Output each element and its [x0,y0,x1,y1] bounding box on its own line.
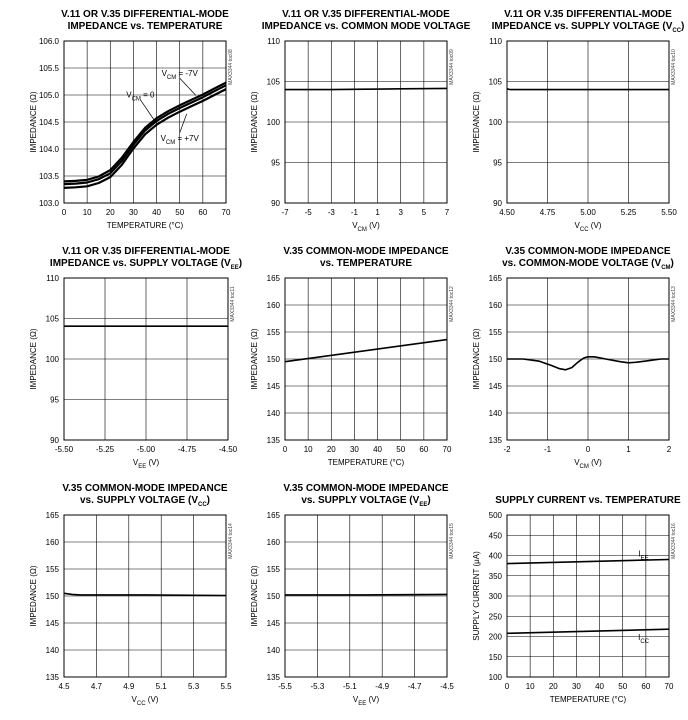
x-axis-label: $V_{EE}$ (V) [132,458,160,470]
y-tick-label: 250 [488,612,502,622]
x-tick-label: -4.75 [177,445,197,454]
y-tick-label: 106.0 [38,37,59,46]
chart-title-line: IMPEDANCE vs. SUPPLY VOLTAGE $(V_{CC})$ [491,21,685,34]
x-tick-label: 40 [373,445,383,454]
x-tick-label: -3 [327,208,335,217]
annotation-leader [180,78,196,95]
x-tick-label: 10 [303,445,313,454]
x-tick-label: 10 [525,682,535,691]
x-tick-label: 5.25 [620,208,637,217]
y-tick-label: 110 [267,37,280,46]
x-tick-label: -4.5 [440,682,454,691]
y-tick-label: 155 [45,565,59,574]
x-axis-label: TEMPERATURE (°C) [106,221,184,230]
x-tick-label: -1 [543,445,552,454]
y-tick-label: 105 [45,314,59,324]
y-tick-label: 165 [266,511,280,520]
x-tick-label: -5.1 [342,682,357,691]
x-tick-label: 5 [421,208,427,217]
y-axis-label: IMPEDANCE (Ω) [472,91,481,153]
x-tick-label: -5 [304,208,312,217]
x-tick-label: -5.25 [95,445,115,454]
y-tick-label: 400 [488,551,502,561]
x-tick-label: 60 [641,682,651,691]
chart-id-label: MAX3344 toc13 [671,286,677,322]
x-axis-label: $V_{CM}$ (V) [352,221,380,233]
x-tick-label: 70 [221,208,231,217]
y-tick-label: 135 [266,436,280,445]
x-tick-label: -2 [503,445,511,454]
y-tick-label: 150 [488,652,502,662]
y-tick-label: 95 [493,158,502,168]
chart-id-label: MAX3344 toc09 [449,49,455,85]
annotation-leader [180,114,187,133]
x-tick-label: 2 [666,445,672,454]
y-tick-label: 104.5 [38,118,59,127]
y-tick-label: 150 [45,592,59,601]
x-tick-label: 5.3 [188,682,200,691]
chart-title-line: V.35 COMMON-MODE IMPEDANCE [283,483,449,494]
x-tick-label: 4.75 [539,208,556,217]
series-annotation: $I_{EE}$ [638,549,649,562]
series-line [285,594,447,595]
y-axis-label: IMPEDANCE (Ω) [29,565,38,627]
y-tick-label: 103.5 [38,172,59,181]
chart-title-line: V.35 COMMON-MODE IMPEDANCE [283,246,449,257]
y-tick-label: 155 [266,565,280,574]
y-tick-label: 165 [488,274,502,283]
x-tick-label: 7 [444,208,450,217]
y-tick-label: 90 [271,199,280,208]
chart-title-line: V.11 OR V.35 DIFFERENTIAL-MODE [504,9,672,20]
y-tick-label: 160 [488,301,502,310]
x-axis-label: $V_{CC}$ (V) [574,221,602,233]
x-tick-label: -4.50 [218,445,238,454]
series-line [64,593,226,595]
y-tick-label: 150 [266,355,280,364]
y-tick-label: 105 [488,77,502,87]
y-tick-label: 140 [266,409,280,418]
x-tick-label: -4.7 [407,682,422,691]
chart-title-line: V.11 OR V.35 DIFFERENTIAL-MODE [62,246,230,257]
x-tick-label: 4.7 [90,682,102,691]
x-tick-label: 30 [571,682,581,691]
y-tick-label: 140 [45,646,59,655]
x-tick-label: 5.00 [580,208,596,217]
chart-title-line: V.11 OR V.35 DIFFERENTIAL-MODE [282,9,450,20]
series-line [285,340,447,362]
chart-title-line: SUPPLY CURRENT vs. TEMPERATURE [495,495,681,506]
x-tick-label: -5.50 [54,445,74,454]
y-tick-label: 155 [266,328,280,337]
x-tick-label: 50 [396,445,406,454]
y-tick-label: 160 [45,538,59,547]
chart-1 [29,9,234,230]
chart-title-line: vs. SUPPLY VOLTAGE $(V_{EE})$ [301,495,431,508]
x-tick-label: 50 [175,208,185,217]
y-tick-label: 165 [45,511,59,520]
chart-id-label: MAX3344 toc14 [228,523,234,559]
y-tick-label: 100 [488,118,502,127]
y-tick-label: 90 [50,436,59,445]
chart-id-label: MAX3344 toc10 [671,49,677,85]
chart-title-line: IMPEDANCE vs. SUPPLY VOLTAGE $(V_{EE})$ [49,258,243,271]
chart-title-line: V.35 COMMON-MODE IMPEDANCE [62,483,228,494]
x-tick-label: 0 [585,445,591,454]
x-tick-label: 4.9 [123,682,135,691]
x-tick-label: 70 [442,445,452,454]
y-tick-label: 145 [266,619,280,628]
chart-9 [472,495,681,704]
y-tick-label: 105 [266,77,280,87]
series-annotation: $V_{CM} = -7V$ [161,69,198,82]
series-annotation: $V_{CM} = +7V$ [160,133,199,146]
y-tick-label: 135 [266,673,280,682]
y-tick-label: 450 [488,531,502,541]
x-tick-label: 20 [326,445,336,454]
y-tick-label: 100 [488,673,502,682]
x-tick-label: 1 [375,208,380,217]
chart-title-line: vs. TEMPERATURE [319,258,413,269]
y-tick-label: 160 [266,538,280,547]
x-tick-label: -5.3 [310,682,325,691]
chart-title-line: V.35 COMMON-MODE IMPEDANCE [505,246,671,257]
chart-id-label: MAX3344 toc11 [230,286,236,322]
chart-7 [29,483,234,707]
x-tick-label: 4.50 [499,208,515,217]
x-tick-label: -1 [350,208,358,217]
y-tick-label: 145 [266,382,280,391]
y-tick-label: 140 [266,646,280,655]
y-tick-label: 145 [45,619,59,628]
x-tick-label: 1 [626,445,631,454]
x-tick-label: 3 [398,208,403,217]
chart-title-line: V.11 OR V.35 DIFFERENTIAL-MODE [61,9,229,20]
y-axis-label: IMPEDANCE (Ω) [29,328,38,390]
y-axis-label: IMPEDANCE (Ω) [250,565,259,627]
y-tick-label: 110 [46,274,59,283]
x-axis-label: $V_{CM}$ (V) [574,458,602,470]
x-tick-label: 5.5 [220,682,232,691]
chart-title-line: vs. COMMON-MODE VOLTAGE $(V_{CM})$ [502,258,674,271]
y-axis-label: IMPEDANCE (Ω) [29,91,38,153]
annotation-leader [140,100,156,124]
series-line [507,89,669,90]
x-tick-label: 4.5 [58,682,70,691]
x-tick-label: 30 [128,208,138,217]
x-tick-label: 70 [664,682,674,691]
x-tick-label: 0 [61,208,67,217]
chart-id-label: MAX3344 toc16 [671,523,677,559]
chart-6 [472,246,677,470]
y-tick-label: 103.0 [38,199,59,208]
y-tick-label: 165 [266,274,280,283]
x-tick-label: 10 [82,208,92,217]
y-tick-label: 145 [488,382,502,391]
y-tick-label: 300 [488,592,502,601]
x-axis-label: $V_{CC}$ (V) [131,695,159,707]
y-tick-label: 500 [488,511,502,520]
x-tick-label: 0 [504,682,510,691]
x-tick-label: 0 [282,445,288,454]
chart-4 [29,246,242,470]
x-tick-label: -4.9 [375,682,390,691]
x-tick-label: 60 [419,445,429,454]
y-tick-label: 200 [488,632,502,642]
series-annotation: $I_{CC}$ [638,633,649,646]
y-tick-label: 105.5 [38,64,59,73]
x-tick-label: -5.00 [136,445,156,454]
y-tick-label: 95 [50,395,59,405]
y-tick-label: 100 [45,355,59,364]
y-tick-label: 150 [266,592,280,601]
chart-title-line: vs. SUPPLY VOLTAGE $(V_{CC})$ [79,495,211,508]
y-tick-label: 135 [45,673,59,682]
y-tick-label: 155 [488,328,502,337]
series-line [507,629,669,633]
y-tick-label: 160 [266,301,280,310]
x-axis-label: $V_{EE}$ (V) [352,695,380,707]
chart-5 [250,246,455,467]
y-axis-label: IMPEDANCE (Ω) [250,328,259,390]
chart-title-line: IMPEDANCE vs. TEMPERATURE [67,21,223,32]
series-annotation: $V_{CM} = 0$ [126,90,155,103]
x-tick-label: 5.50 [661,208,677,217]
y-tick-label: 90 [493,199,502,208]
y-tick-label: 100 [266,118,280,127]
chart-title-line: IMPEDANCE vs. COMMON MODE VOLTAGE [261,21,471,32]
series-line [285,88,447,89]
series-line [64,89,226,188]
x-axis-label: TEMPERATURE (°C) [327,458,405,467]
y-axis-label: IMPEDANCE (Ω) [250,91,259,153]
chart-id-label: MAX3344 toc12 [449,286,455,322]
chart-id-label: MAX3344 toc08 [228,49,234,85]
x-tick-label: 5.1 [155,682,167,691]
chart-id-label: MAX3344 toc15 [449,523,455,559]
y-tick-label: 150 [488,355,502,364]
chart-2 [250,9,471,233]
chart-8 [250,483,455,707]
x-tick-label: 50 [618,682,628,691]
y-tick-label: 104.0 [38,145,59,154]
x-tick-label: 60 [198,208,208,217]
x-tick-label: 40 [152,208,162,217]
y-tick-label: 140 [488,409,502,418]
y-tick-label: 350 [488,571,502,581]
chart-3 [472,9,684,233]
y-tick-label: 135 [488,436,502,445]
x-tick-label: 40 [595,682,605,691]
y-tick-label: 110 [489,37,502,46]
x-tick-label: 20 [548,682,558,691]
x-axis-label: TEMPERATURE (°C) [549,695,627,704]
y-tick-label: 105.0 [38,91,59,100]
x-tick-label: -5.5 [278,682,292,691]
x-tick-label: -7 [281,208,289,217]
y-axis-label: SUPPLY CURRENT (μA) [472,551,481,641]
x-tick-label: 30 [349,445,359,454]
y-tick-label: 95 [271,158,280,168]
y-axis-label: IMPEDANCE (Ω) [472,328,481,390]
x-tick-label: 20 [105,208,115,217]
